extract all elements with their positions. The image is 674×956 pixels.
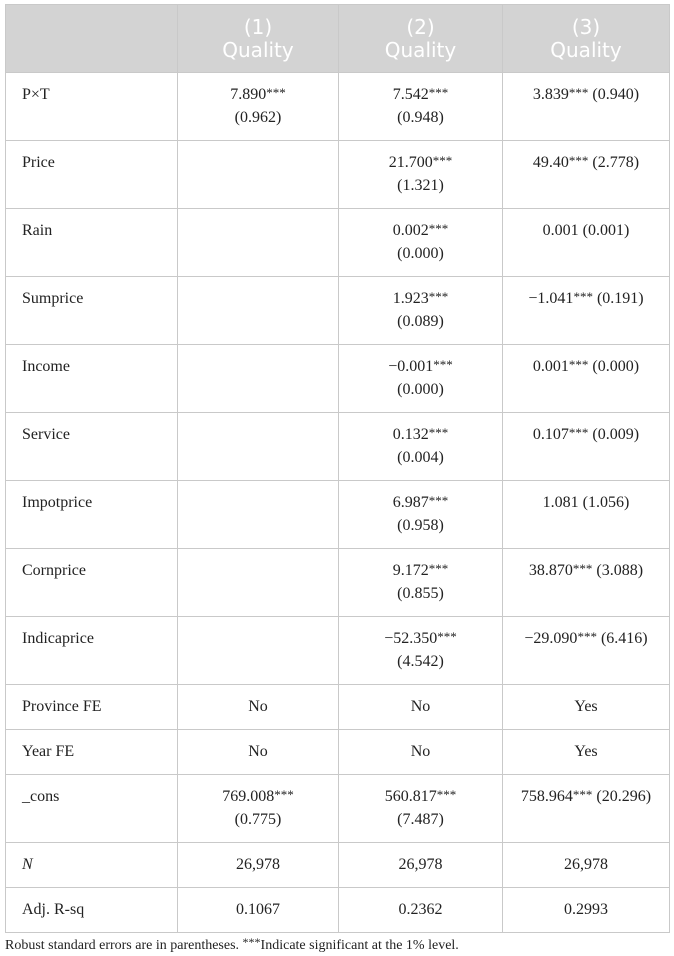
cell-col-2: 1.923*** (0.089)	[339, 277, 503, 345]
regression-table-container	[5, 4, 669, 954]
table-row	[6, 73, 670, 141]
cell-col-3: 0.001*** (0.000)	[503, 345, 670, 413]
table-row-cons	[6, 775, 670, 843]
table-row	[6, 141, 670, 209]
table-row	[6, 209, 670, 277]
table-row	[6, 481, 670, 549]
cell-col-2: −0.001*** (0.000)	[339, 345, 503, 413]
row-label: Cornprice	[6, 549, 178, 617]
cell-col-3: −29.090*** (6.416)	[503, 617, 670, 685]
row-label: N	[6, 843, 178, 888]
row-label: Income	[6, 345, 178, 413]
header-col-name: Quality	[222, 37, 294, 62]
row-label: Impotprice	[6, 481, 178, 549]
cell-col-1: No	[178, 730, 339, 775]
row-label: Rain	[6, 209, 178, 277]
table-footnote: Robust standard errors are in parentheses. ***Indicate significant at the 1% level.	[5, 935, 459, 953]
cell-col-3: Yes	[503, 685, 670, 730]
row-label: Indicaprice	[6, 617, 178, 685]
cell-col-3: 758.964*** (20.296)	[503, 775, 670, 843]
row-label: _cons	[6, 775, 178, 843]
row-label: Year FE	[6, 730, 178, 775]
cell-col-1: 769.008*** (0.775)	[178, 775, 339, 843]
cell-col-1	[178, 481, 339, 549]
row-label: Province FE	[6, 685, 178, 730]
cell-col-2: −52.350*** (4.542)	[339, 617, 503, 685]
cell-col-1	[178, 345, 339, 413]
cell-col-2: 0.2362	[339, 888, 503, 933]
table-row-province-fe	[6, 685, 670, 730]
table-row-year-fe	[6, 730, 670, 775]
cell-col-3: 26,978	[503, 843, 670, 888]
row-label: Price	[6, 141, 178, 209]
cell-col-1: 7.890*** (0.962)	[178, 73, 339, 141]
cell-col-2: 21.700*** (1.321)	[339, 141, 503, 209]
cell-col-1	[178, 617, 339, 685]
header-col-3	[503, 5, 670, 73]
cell-col-2: 9.172*** (0.855)	[339, 549, 503, 617]
cell-col-2: 560.817*** (7.487)	[339, 775, 503, 843]
cell-col-3: 38.870*** (3.088)	[503, 549, 670, 617]
table-row-n	[6, 843, 670, 888]
header-col-name: Quality	[384, 37, 457, 62]
table-row	[6, 345, 670, 413]
cell-col-1	[178, 141, 339, 209]
header-blank-cell	[6, 5, 178, 73]
cell-col-3: −1.041*** (0.191)	[503, 277, 670, 345]
row-label: Adj. R-sq	[6, 888, 178, 933]
cell-col-1: No	[178, 685, 339, 730]
header-col-number: (2)	[406, 14, 435, 39]
cell-col-2: 6.987*** (0.958)	[339, 481, 503, 549]
regression-table	[5, 4, 670, 933]
cell-col-3: Yes	[503, 730, 670, 775]
header-col-2	[339, 5, 503, 73]
cell-col-2: 0.002*** (0.000)	[339, 209, 503, 277]
cell-col-2: 7.542*** (0.948)	[339, 73, 503, 141]
cell-col-3: 3.839*** (0.940)	[503, 73, 670, 141]
header-col-1	[178, 5, 339, 73]
cell-col-1	[178, 549, 339, 617]
table-row	[6, 413, 670, 481]
cell-col-2: 0.132*** (0.004)	[339, 413, 503, 481]
row-label: Sumprice	[6, 277, 178, 345]
header-col-number: (3)	[571, 14, 601, 39]
cell-col-1: 0.1067	[178, 888, 339, 933]
cell-col-2: No	[339, 685, 503, 730]
cell-col-2: No	[339, 730, 503, 775]
table-row	[6, 617, 670, 685]
cell-col-3: 49.40*** (2.778)	[503, 141, 670, 209]
header-row	[6, 5, 670, 73]
row-label: P×T	[6, 73, 178, 141]
cell-col-3: 0.001 (0.001)	[503, 209, 670, 277]
cell-col-2: 26,978	[339, 843, 503, 888]
cell-col-3: 1.081 (1.056)	[503, 481, 670, 549]
cell-col-1	[178, 209, 339, 277]
header-col-number: (1)	[243, 14, 273, 39]
table-row-adj-rsq	[6, 888, 670, 933]
table-row	[6, 277, 670, 345]
table-row	[6, 549, 670, 617]
cell-col-3: 0.107*** (0.009)	[503, 413, 670, 481]
row-label: Service	[6, 413, 178, 481]
cell-col-1: 26,978	[178, 843, 339, 888]
cell-col-1	[178, 413, 339, 481]
cell-col-3: 0.2993	[503, 888, 670, 933]
header-col-name: Quality	[550, 37, 622, 62]
cell-col-1	[178, 277, 339, 345]
